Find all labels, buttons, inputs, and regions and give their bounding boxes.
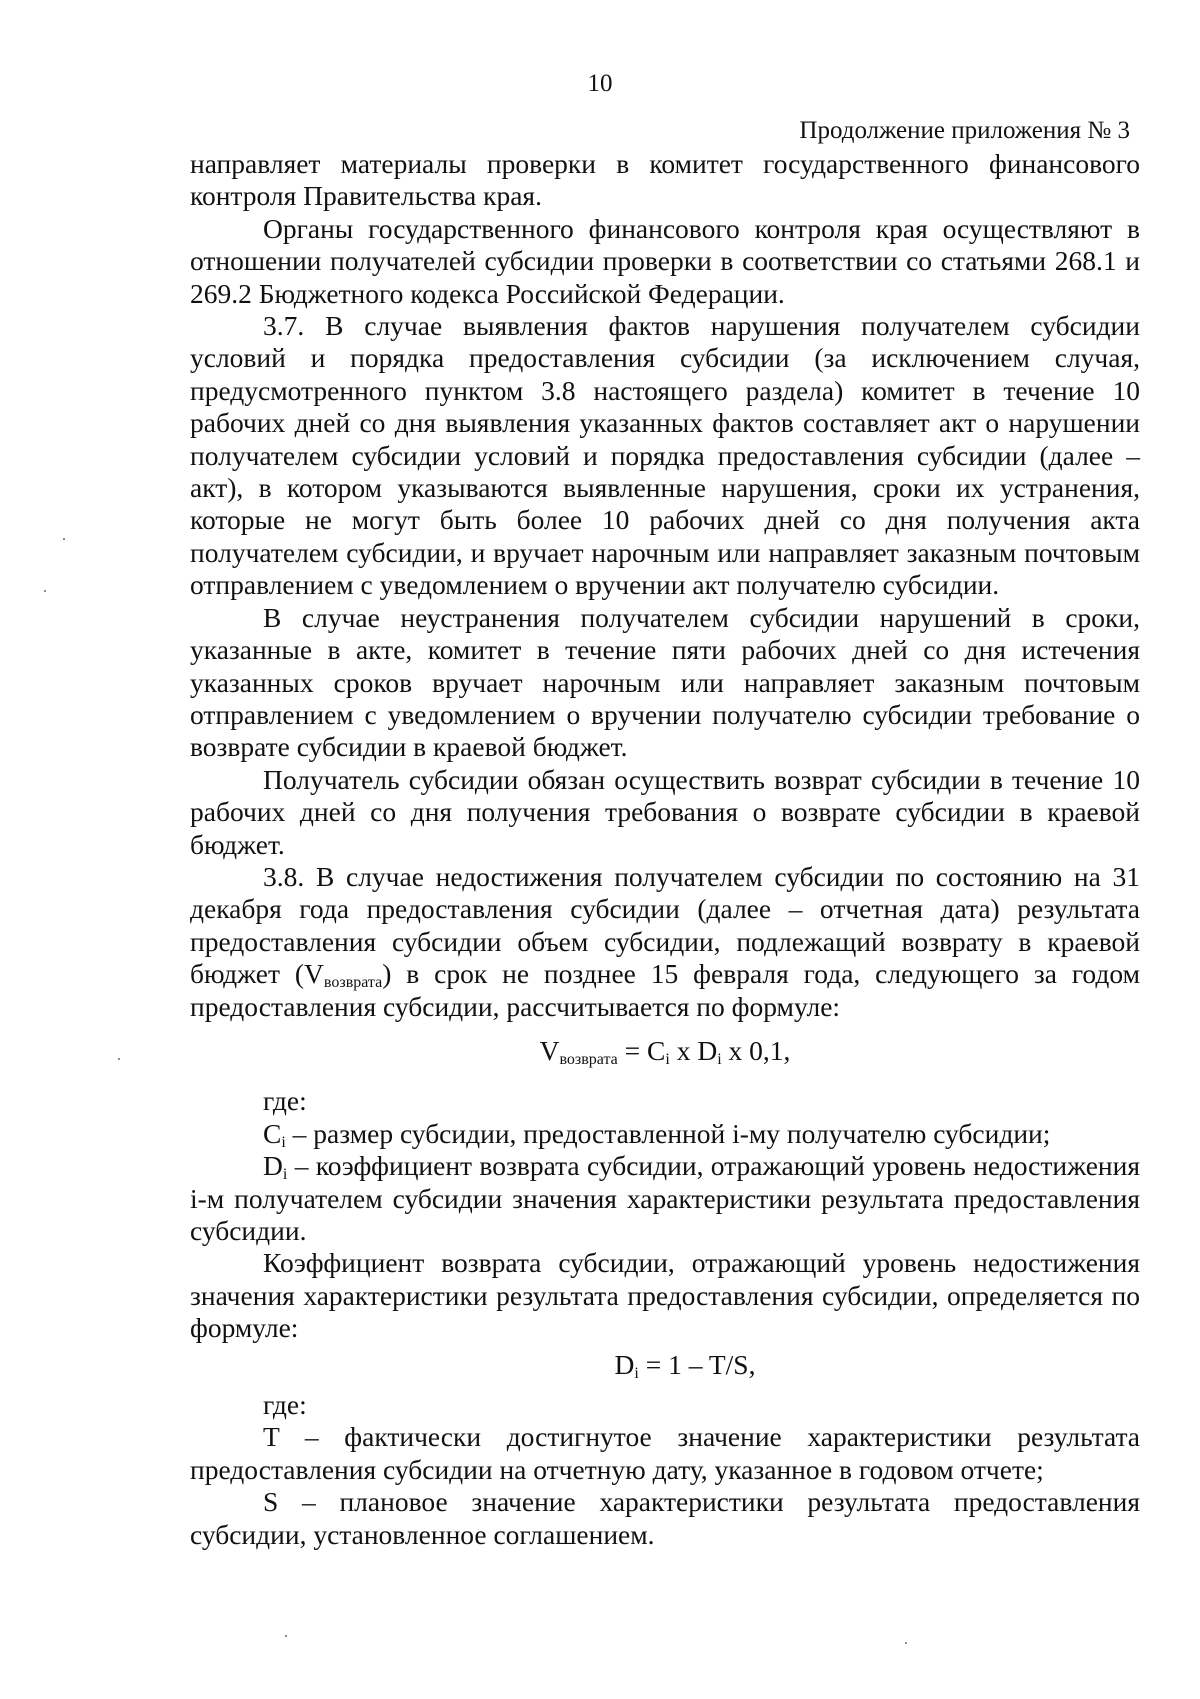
paragraph-5: Получатель субсидии обязан осуществить возврат субсидии в течение 10 рабочих дней со дня получения требования о возврате субсидии в краевой бюджет.	[190, 763, 1140, 860]
paragraph-3-8	[190, 861, 1140, 1023]
paragraph-coefficient: Коэффициент возврата субсидии, отражающий уровень недостижения значения характеристики результата предоставления субсидии, определяется по формуле:	[190, 1247, 1140, 1344]
formula-v-return: $V_{возврата} = C_i$ x $D_i$ x 0,1,	[539, 1034, 791, 1068]
scan-speck	[44, 590, 46, 592]
appendix-header: Продолжение приложения № 3	[799, 117, 1130, 144]
p6-after: ) в срок не позднее 15 февраля года, следующего за годом предоставления субсидии, рассчитывается по формуле:	[190, 958, 1140, 1022]
paragraph-1: направляет материалы проверки в комитет государственного финансового контроля Правительства края.	[190, 148, 1140, 212]
scan-speck	[285, 1635, 287, 1637]
p6-subscript: возврата	[323, 974, 383, 992]
p6-before: 3.8. В случае недостижения получателем субсидии по состоянию на 31 декабря года предоставления субсидии (далее – отчетная дата) результата предоставления субсидии объем субсидии, подлежащий возврату в краевой бюджет (V	[190, 860, 1140, 990]
t-definition: T – фактически достигнутое значение характеристики результата предоставления субсидии на отчетную дату, указанное в годовом отчете;	[190, 1421, 1140, 1485]
where-label-1: где:	[263, 1085, 307, 1117]
scan-speck	[905, 1642, 907, 1644]
paragraph-2: Органы государственного финансового контроля края осуществляют в отношении получателей субсидии проверки в соответствии со статьями 268.1 и 269.2 Бюджетного кодекса Российской Федерации.	[190, 212, 1140, 309]
scan-speck	[63, 538, 65, 540]
paragraph-4: В случае неустранения получателем субсидии нарушений в сроки, указанные в акте, комитет в течение пяти рабочих дней со дня истечения указанных сроков вручает нарочным или направляет заказным почтовым отправлением с уведомлением о вручении получателю субсидии требование о возврате субсидии в краевой бюджет.	[190, 601, 1140, 763]
page-number: 10	[587, 70, 613, 97]
di-definition: $D_i$ – коэффициент возврата субсидии, отражающий уровень недостижения i-м получателем субсидии значения характеристики результата предоставления субсидии.	[190, 1150, 1140, 1246]
paragraph-3-7: 3.7. В случае выявления фактов нарушения получателем субсидии условий и порядка предоставления субсидии (за исключением случая, предусмотренного пунктом 3.8 настоящего раздела) комитет в течение 10 рабочих дней со дня выявления указанных фактов составляет акт о нарушении получателем субсидии условий и порядка предоставления субсидии (далее – акт), в котором указываются выявленные нарушения, сроки их устранения, которые не могут быть более 10 рабочих дней со дня получения акта получателем субсидии, и вручает нарочным или направляет заказным почтовым отправлением с уведомлением о вручении акт получателю субсидии.	[190, 310, 1140, 601]
ci-definition: $C_i$ – размер субсидии, предоставленной i-му получателю субсидии;	[263, 1117, 1051, 1151]
s-definition: S – плановое значение характеристики результата предоставления субсидии, установленное соглашением.	[190, 1486, 1140, 1550]
body-text	[190, 148, 1140, 1551]
formula-di: $D_i = 1 - T/S$,	[614, 1348, 756, 1382]
scan-speck	[118, 1058, 120, 1060]
where-label-2: где:	[263, 1389, 307, 1421]
